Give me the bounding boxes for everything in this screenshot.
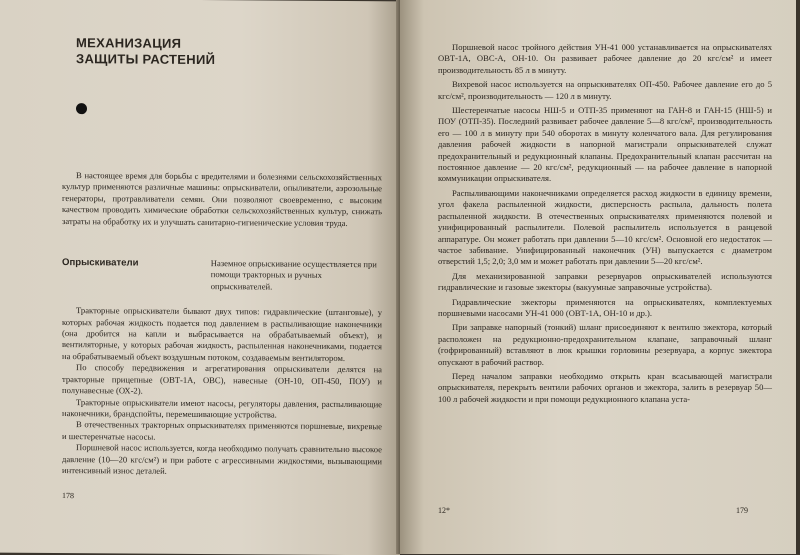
body-paragraph: Поршневой насос используется, когда необходимо получать сравнительно высокое давление (10—20 кгс/см²) и при работе с агрессивными жидкостями, вызывающими интенсивный износ деталей.: [62, 442, 382, 476]
body-paragraph: Распыливающими наконечниками определяется расход жидкости в единицу времени, угол факела распыленной жидкости, дисперсность распыла, дальность полета распыленной жидкости. В отечественных опрыскивателях применяются полевой и унифицированный распылители. Полевой распылитель используется в ранцевой аппаратуре. Он может работать при давлении 5—10 кгс/см². Основной его недостаток — частое забивание. Унифицированный наконечник (УН) выпускается с диаметром отверстий 1,5; 2,0; 3,0 мм и может работать при давлении 5—20 кгс/см².: [438, 187, 772, 267]
body-paragraph: Гидравлические эжекторы применяются на опрыскивателях, комплектуемых поршневыми насосами УН-41 000 (ОВТ-1А, ОН-10 и др.).: [438, 296, 772, 318]
left-body: [62, 305, 382, 478]
body-paragraph: По способу передвижения и агрегатирования опрыскиватели делятся на тракторные прицепные (ОВТ-1А, ОВС), навесные (ОН-10, ОП-450, ПОУ) и полунавесные (ОХ-2).: [62, 362, 382, 396]
bullet-dot-icon: [76, 103, 87, 114]
body-paragraph: Вихревой насос используется на опрыскивателях ОП-450. Рабочее давление его до 5 кгс/см², производительность — 120 л в минуту.: [438, 79, 772, 101]
chapter-title-line-2: ЗАЩИТЫ РАСТЕНИЙ: [76, 51, 216, 68]
body-paragraph: Тракторные опрыскиватели бывают двух типов: гидравлические (штанговые), у которых рабочая жидкость подается под давлением в распыливающие наконечники (она дробится на капли и выбрасывается на обрабатываемый объект), и вентиляторные, у которых рабочая жидкость, распыленная наконечниками, подается на обрабатываемый объект воздушным потоком, создаваемым вентилятором.: [62, 305, 382, 363]
section-note: Наземное опрыскивание осуществляется при помощи тракторных и ручных опрыскивателей.: [210, 258, 377, 292]
signature-mark: 12*: [438, 506, 450, 515]
body-paragraph: Для механизированной заправки резервуаров опрыскивателей используются гидравлические и газовые эжекторы (вакуумные заправочные устройства).: [438, 270, 772, 293]
body-paragraph: Перед началом заправки необходимо открыть кран всасывающей магистрали опрыскивателя, перекрыть вентили рабочих органов и эжектора, залить в резервуар 50—100 л рабочей жидкости и при помощи редукционного клапана уста-: [438, 370, 772, 404]
section-title: Опрыскиватели: [62, 257, 139, 269]
right-page: [400, 0, 800, 554]
right-body: [438, 42, 772, 405]
section-header: [62, 257, 382, 293]
body-paragraph: При заправке напорный (тонкий) шланг присоединяют к вентилю эжектора, который расположен на редукционно-предохранительном клапане, заправочный шланг (гофрированный) вставляют в люк крышки горловины резервуара, а корпус эжектора опускают в рабочий раствор.: [438, 322, 772, 367]
body-paragraph: Шестеренчатые насосы НШ-5 и ОТП-35 применяют на ГАН-8 и ГАН-15 (НШ-5) и ПОУ (ОТП-35). Последний развивает рабочее давление 5—8 кгс/см², производительность его — 100 л в минуту при 540 оборотах в минуту коленчатого вала. Для регулирования давления рабочей жидкости в напорной магистрали опрыскивателей служат предохранительный и редукционный клапаны. Предохранительный клапан рассчитан на постоянное давление — 20 кгс/см², редукционный — на рабочее давление в напорной коммуникации опрыскивателя.: [438, 105, 772, 184]
page-edge: [796, 0, 800, 554]
intro-paragraph: В настоящее время для борьбы с вредителями и болезнями сельскохозяйственных культур применяются различные машины: опрыскиватели, опыливатели, аэрозольные генераторы, протравливатели семян. Они позволяют своевременно, с высоким качеством проводить химические обработки сельскохозяйственных культур, снижать затраты на обработку их и улучшать санитарно-гигиенические условия труда.: [62, 170, 382, 228]
page-number-right: 179: [736, 506, 748, 515]
body-paragraph: В отечественных тракторных опрыскивателях применяются поршневые, вихревые и шестеренчатые насосы.: [62, 419, 382, 442]
page-number-left: 178: [62, 491, 74, 501]
chapter-title: [76, 35, 382, 69]
body-paragraph: Тракторные опрыскиватели имеют насосы, регуляторы давления, распыливающие наконечники, брандспойты, перемешивающие устройства.: [62, 396, 382, 420]
body-paragraph: Поршневой насос тройного действия УН-41 000 устанавливается на опрыскивателях ОВТ-1А, ОВС-А, ОН-10. Он развивает рабочее давление до 20 кгс/см² и имеет производительность 85 л в минуту.: [438, 42, 772, 75]
chapter-title-line-1: МЕХАНИЗАЦИЯ: [76, 35, 182, 51]
